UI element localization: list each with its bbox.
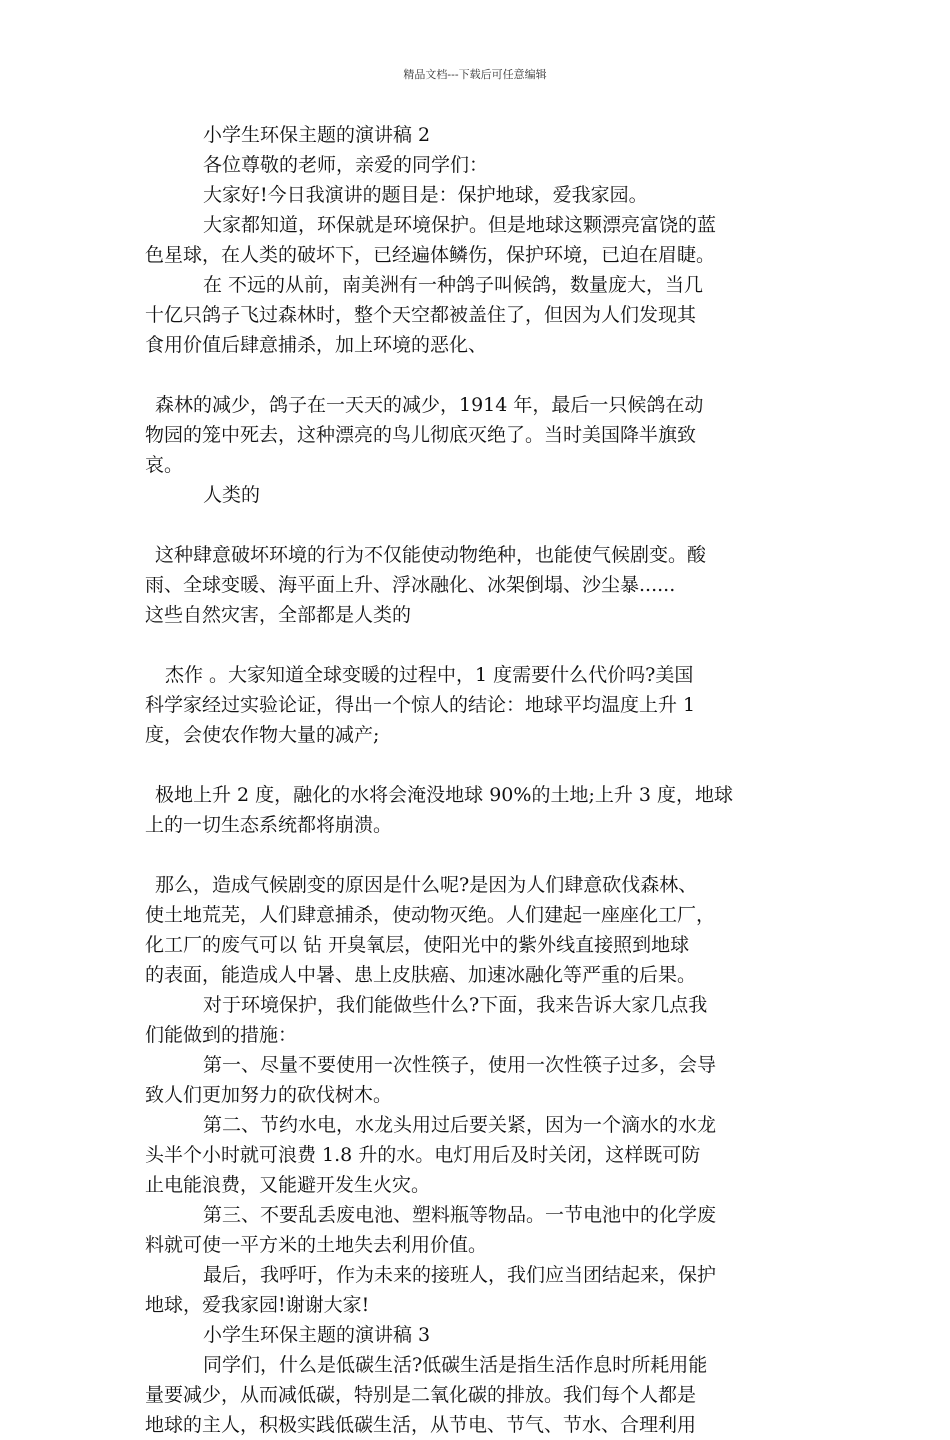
text-line: 第二、节约水电，水龙头用过后要关紧，因为一个滴水的水龙: [203, 1114, 717, 1136]
text-line: 们能做到的措施：: [145, 1024, 298, 1046]
text-line: 极地上升 2 度，融化的水将会淹没地球 90%的土地;上升 3 度，地球: [155, 784, 734, 806]
text-line: 第一、尽量不要使用一次性筷子，使用一次性筷子过多，会导: [203, 1054, 717, 1076]
blank-line: [145, 630, 810, 660]
text-line: 料就可使一平方米的土地失去利用价值。: [145, 1234, 488, 1256]
text-line: 物园的笼中死去，这种漂亮的鸟儿彻底灭绝了。当时美国降半旗致: [145, 424, 697, 446]
blank-line: [145, 750, 810, 780]
text-line: 森林的减少，鸽子在一天天的减少，1914 年，最后一只候鸽在动: [155, 394, 704, 416]
blank-line: [145, 360, 810, 390]
text-line: 杰作 。大家知道全球变暖的过程中，1 度需要什么代价吗?美国: [165, 664, 694, 686]
text-line: 使土地荒芜，人们肆意捕杀，使动物灭绝。人们建起一座座化工厂，: [145, 904, 716, 926]
text-line: 度，会使农作物大量的减产;: [145, 724, 380, 746]
text-line: 同学们，什么是低碳生活?低碳生活是指生活作息时所耗用能: [203, 1354, 708, 1376]
blank-line: [145, 840, 810, 870]
text-line: 对于环境保护，我们能做些什么?下面，我来告诉大家几点我: [203, 994, 708, 1016]
blank-line: [145, 510, 810, 540]
text-line: 小学生环保主题的演讲稿 2: [203, 124, 431, 146]
page-header: 精品文档---下载后可任意编辑: [403, 68, 547, 81]
text-line: 色星球，在人类的破坏下，已经遍体鳞伤，保护环境，已迫在眉睫。: [145, 244, 716, 266]
text-line: 那么，造成气候剧变的原因是什么呢?是因为人们肆意砍伐森林、: [155, 874, 698, 896]
text-line: 在 不远的从前，南美洲有一种鸽子叫候鸽，数量庞大，当几: [203, 274, 704, 296]
document-body: [145, 120, 810, 1440]
text-line: 地球的主人，积极实践低碳生活，从节电、节气、节水、合理利用: [145, 1414, 697, 1436]
text-line: 雨、全球变暖、海平面上升、浮冰融化、冰架倒塌、沙尘暴......: [145, 574, 676, 596]
text-line: 十亿只鸽子飞过森林时，整个天空都被盖住了，但因为人们发现其: [145, 304, 697, 326]
text-line: 小学生环保主题的演讲稿 3: [203, 1324, 431, 1346]
text-line: 上的一切生态系统都将崩溃。: [145, 814, 393, 836]
text-line: 这些自然灾害，全部都是人类的: [145, 604, 412, 626]
text-line: 头半个小时就可浪费 1.8 升的水。电灯用后及时关闭，这样既可防: [145, 1144, 701, 1166]
text-line: 致人们更加努力的砍伐树木。: [145, 1084, 393, 1106]
text-line: 地球，爱我家园!谢谢大家!: [145, 1294, 370, 1316]
text-line: 最后，我呼吁，作为未来的接班人，我们应当团结起来，保护: [203, 1264, 717, 1286]
text-line: 量要减少，从而减低碳，特别是二氧化碳的排放。我们每个人都是: [145, 1384, 697, 1406]
text-line: 科学家经过实验论证，得出一个惊人的结论：地球平均温度上升 1: [145, 694, 696, 716]
text-line: 食用价值后肆意捕杀，加上环境的恶化、: [145, 334, 488, 356]
text-line: 大家好!今日我演讲的题目是：保护地球，爱我家园。: [203, 184, 648, 206]
text-line: 这种肆意破坏环境的行为不仅能使动物绝种，也能使气候剧变。酸: [155, 544, 707, 566]
text-line: 的表面，能造成人中暑、患上皮肤癌、加速冰融化等严重的后果。: [145, 964, 697, 986]
text-line: 第三、不要乱丢废电池、塑料瓶等物品。一节电池中的化学废: [203, 1204, 717, 1226]
text-line: 止电能浪费，又能避开发生火灾。: [145, 1174, 431, 1196]
text-line: 人类的: [203, 484, 261, 506]
text-line: 大家都知道，环保就是环境保护。但是地球这颗漂亮富饶的蓝: [203, 214, 717, 236]
text-line: 各位尊敬的老师，亲爱的同学们：: [203, 154, 489, 176]
text-line: 哀。: [145, 454, 184, 476]
text-line: 化工厂的废气可以 钻 开臭氧层，使阳光中的紫外线直接照到地球: [145, 934, 690, 956]
